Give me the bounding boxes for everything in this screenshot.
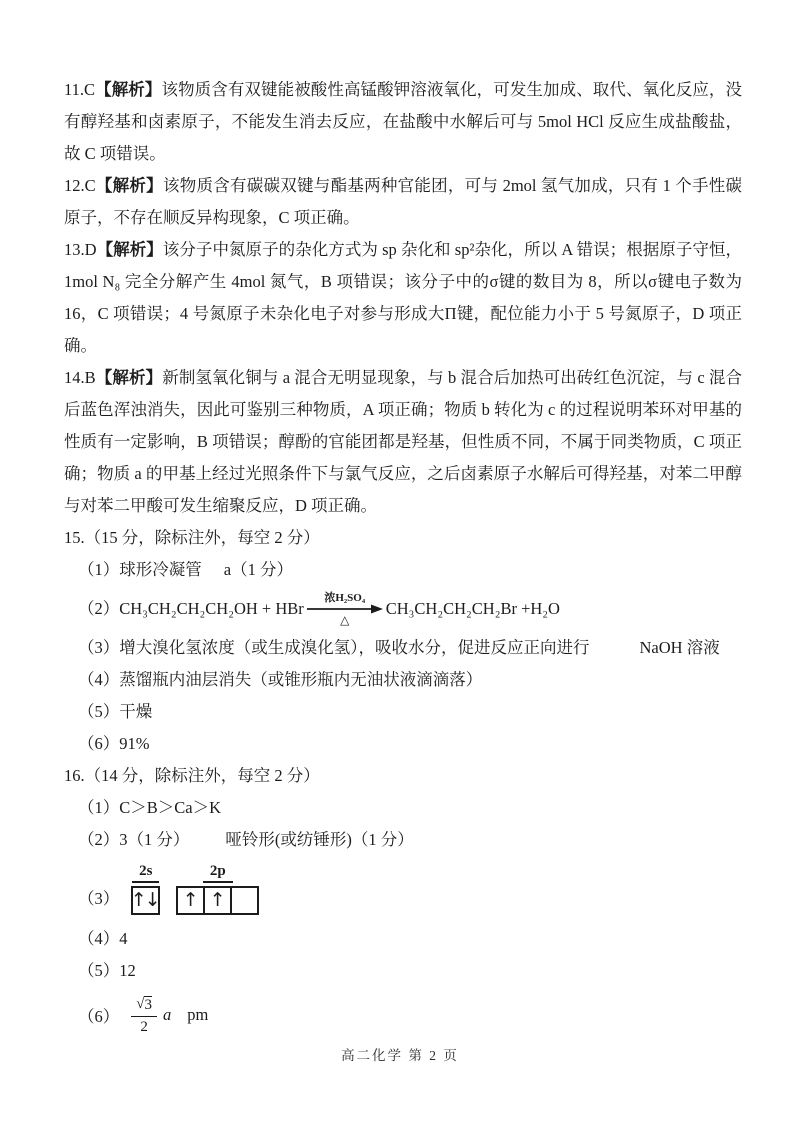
item-15-1	[64, 554, 742, 586]
reaction-arrow	[307, 592, 383, 627]
explanation-text-14: 新制氢氧化铜与 a 混合无明显现象，与 b 混合后加热可出砖红色沉淀，与 c 混合后蓝色浑浊消失，因此可鉴别三种物质，A 项正确；物质 b 转化为 c 的过程说明苯环对甲基的性质有一定影响，B 项错误；醇酚的官能团都是羟基，但性质不同，不属于同类物质，C 项正确；物质 a 的甲基上经过光照条件下与氯气反应，之后卤素原子水解后可得羟基，对苯二甲醇与对苯二甲酸可发生缩聚反应，D 项正确。	[64, 368, 742, 515]
fraction-numerator	[131, 995, 157, 1017]
item-15-3-extra: NaOH 溶液	[639, 638, 720, 657]
orbital-box-2p-3	[230, 886, 259, 915]
item-15-1-extra: a（1 分）	[223, 560, 293, 579]
analysis-tag-14: 【解析】	[95, 368, 163, 387]
item-16-1-label: （1）	[78, 798, 120, 817]
radical-sign: √	[136, 995, 145, 1012]
equation-rhs: CH₃CH₂CH₂CH₂Br +H₂O	[385, 599, 560, 618]
item-16-6	[64, 987, 742, 1043]
item-16-4	[64, 923, 742, 955]
explanation-11	[64, 74, 742, 170]
analysis-tag-11: 【解析】	[95, 80, 162, 99]
question-number-11: 11.C	[64, 80, 96, 99]
item-16-2	[64, 824, 742, 856]
item-15-6-answer: 91%	[119, 734, 150, 753]
radicand: 3	[144, 996, 152, 1013]
unit-label: pm	[187, 1005, 209, 1024]
analysis-tag-12: 【解析】	[95, 176, 163, 195]
explanation-13	[64, 234, 742, 362]
item-16-4-label: （4）	[78, 929, 120, 948]
item-15-5-label: （5）	[78, 702, 120, 721]
orbital-group-2p	[176, 862, 259, 915]
item-16-5-label: （5）	[78, 961, 120, 980]
item-16-1-answer: C＞B＞Ca＞K	[119, 798, 222, 817]
orbital-label-2s: 2s	[132, 862, 159, 883]
orbital-boxes-2s	[131, 886, 160, 915]
reaction-condition-above: 浓H₂SO₄	[324, 591, 366, 604]
item-15-2	[64, 586, 742, 632]
arrow-icon	[307, 604, 383, 614]
reaction-condition-below: △	[340, 612, 350, 627]
item-15-1-answer: 球形冷凝管	[119, 560, 202, 579]
question-number-13: 13.D	[64, 240, 97, 259]
analysis-tag-13: 【解析】	[96, 240, 163, 259]
question-16-header: 16.（14 分，除标注外，每空 2 分）	[64, 766, 320, 785]
orbital-boxes-2p	[176, 886, 259, 915]
item-15-4-label: （4）	[78, 670, 120, 689]
page-footer: 高二化学 第 2 页	[341, 1048, 459, 1063]
item-15-1-label: （1）	[78, 560, 120, 579]
item-15-3-answer: 增大溴化氢浓度（或生成溴化氢），吸收水分，促进反应正向进行	[119, 638, 590, 657]
answer-content	[64, 74, 742, 1043]
item-15-5	[64, 696, 742, 728]
orbital-box-2p-2: ↑	[203, 886, 232, 915]
equation-lhs: CH₃CH₂CH₂CH₂OH + HBr	[119, 599, 304, 618]
orbital-box-2p-1: ↑	[176, 886, 205, 915]
lattice-variable: a	[162, 1005, 172, 1024]
item-15-3	[64, 632, 742, 664]
explanation-14	[64, 362, 742, 522]
explanation-text-13: 该分子中氮原子的杂化方式为 sp 杂化和 sp²杂化，所以 A 错误；根据原子守恒，1mol N₈ 完全分解产生 4mol 氮气，B 项错误；该分子中的σ键的数目为 8，所以σ键电子数为 16，C 项错误；4 号氮原子未杂化电子对参与形成大Π键，配位能力小于 5 号氮原子，D 项正确。	[64, 240, 742, 355]
orbital-label-2p: 2p	[203, 862, 233, 883]
item-16-2-answer: 3（1 分）	[119, 830, 190, 849]
item-16-2-extra: 哑铃形(或纺锤形)（1 分）	[225, 830, 414, 849]
item-15-4-answer: 蒸馏瓶内油层消失（或锥形瓶内无油状液滴滴落）	[119, 670, 483, 689]
explanation-text-12: 该物质含有碳碳双键与酯基两种官能团，可与 2mol 氢气加成，只有 1 个手性碳原子，不存在顺反异构现象，C 项正确。	[64, 176, 743, 227]
orbital-box-2s: ↑↓	[131, 886, 160, 915]
item-16-1	[64, 792, 742, 824]
question-number-14: 14.B	[64, 368, 96, 387]
item-16-3	[64, 862, 742, 915]
item-16-4-answer: 4	[119, 929, 128, 948]
item-15-6-label: （6）	[78, 734, 120, 753]
orbital-group-2s	[131, 862, 160, 915]
orbital-diagram	[131, 862, 259, 915]
item-15-6	[64, 728, 742, 760]
question-number-12: 12.C	[64, 176, 96, 195]
item-15-5-answer: 干燥	[119, 702, 153, 721]
explanation-text-11: 该物质含有双键能被酸性高锰酸钾溶液氧化，可发生加成、取代、氧化反应，没有醇羟基和卤素原子，不能发生消去反应，在盐酸中水解后可与 5mol HCl 反应生成盐酸盐，故 C 项错误。	[64, 80, 743, 163]
item-16-2-label: （2）	[78, 830, 120, 849]
item-15-4	[64, 664, 742, 696]
fraction	[131, 995, 157, 1036]
question-15-header: 15.（15 分，除标注外，每空 2 分）	[64, 528, 320, 547]
explanation-12	[64, 170, 742, 234]
item-16-3-label: （3）	[78, 889, 120, 908]
item-15-3-label: （3）	[78, 638, 120, 657]
item-16-5-answer: 12	[119, 961, 136, 980]
item-16-5	[64, 955, 742, 987]
item-15-2-label: （2）	[78, 599, 120, 618]
fraction-denominator: 2	[140, 1018, 148, 1035]
item-16-6-label: （6）	[78, 1007, 120, 1026]
